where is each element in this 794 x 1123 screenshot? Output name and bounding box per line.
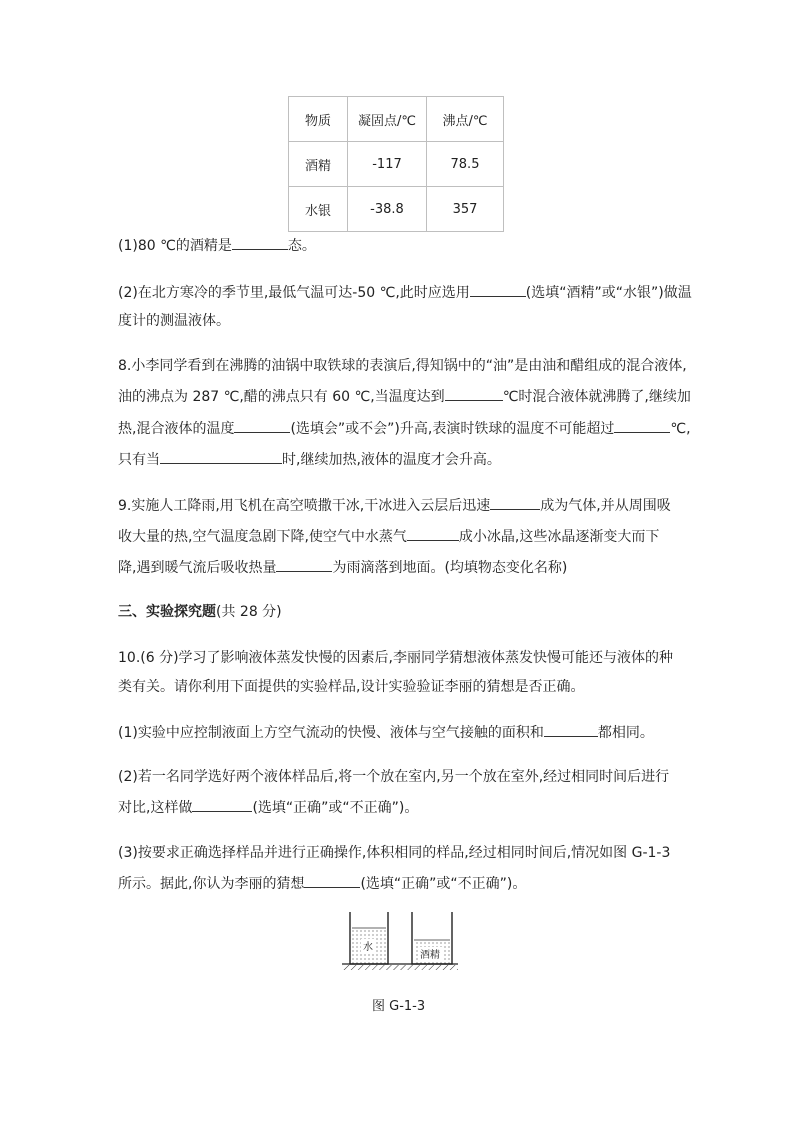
text: 10.(6 分)学习了影响液体蒸发快慢的因素后,李丽同学猜想液体蒸发快慢可能还与液体的种 <box>118 650 673 666</box>
table-cell: 357 <box>427 187 504 232</box>
text: ℃时混合液体就沸腾了,继续加 <box>502 389 691 405</box>
figure-caption: 图 G-1-3 <box>372 999 426 1014</box>
text: 为雨滴落到地面。(均填物态变化名称) <box>332 560 568 576</box>
q10-line1 <box>118 648 673 668</box>
q8-line2 <box>118 386 691 407</box>
answer-blank[interactable] <box>192 797 252 812</box>
table-cell: -38.8 <box>348 187 427 232</box>
table-header-row <box>289 97 504 142</box>
text: 9.实施人工降雨,用飞机在高空喷撒干冰,干冰进入云层后迅速 <box>118 498 491 514</box>
q10-part2 <box>118 767 669 787</box>
text: 成小冰晶,这些冰晶逐渐变大而下 <box>458 529 660 545</box>
q9-line1 <box>118 495 671 516</box>
alcohol-label: 酒精 <box>420 950 440 961</box>
water-beaker <box>350 912 388 964</box>
text: 态。 <box>287 238 316 254</box>
answer-blank[interactable] <box>470 282 526 297</box>
answer-blank[interactable] <box>407 526 459 541</box>
water-label: 水 <box>363 942 373 953</box>
text: (选填会”或不会”)升高,表演时铁球的温度不可能超过 <box>290 421 615 437</box>
table-header-cell: 沸点/℃ <box>427 97 504 142</box>
q9-line2 <box>118 526 659 547</box>
data-table <box>288 96 504 232</box>
text: (3)按要求正确选择样品并进行正确操作,体积相同的样品,经过相同时间后,情况如图 G-1-3 <box>118 845 671 861</box>
text: 度计的测温液体。 <box>118 313 230 329</box>
q10-part1 <box>118 722 654 743</box>
beaker-figure <box>340 910 460 972</box>
q10-part3-cont <box>118 873 526 894</box>
answer-blank[interactable] <box>445 386 503 401</box>
text: 都相同。 <box>597 725 654 741</box>
text: 降,遇到暖气流后吸收热量 <box>118 560 277 576</box>
table-row <box>289 142 504 187</box>
q8-line4 <box>118 449 501 470</box>
section-score: (共 28 分) <box>216 604 282 620</box>
text: (选填“正确”或“不正确”)。 <box>360 876 527 892</box>
text: 热,混合液体的温度 <box>118 421 235 437</box>
answer-blank[interactable] <box>276 557 332 572</box>
answer-blank[interactable] <box>614 418 670 433</box>
q7-part2 <box>118 282 692 303</box>
answer-blank[interactable] <box>234 418 290 433</box>
table-cell: 78.5 <box>427 142 504 187</box>
text: 油的沸点为 287 ℃,醋的沸点只有 60 ℃,当温度达到 <box>118 389 445 405</box>
text: 成为气体,并从周围吸 <box>540 498 671 514</box>
answer-blank[interactable] <box>544 722 598 737</box>
q8-line1 <box>118 356 687 376</box>
text: (1)实验中应控制液面上方空气流动的快慢、液体与空气接触的面积和 <box>118 725 544 741</box>
ground <box>342 964 458 970</box>
text: 对比,这样做 <box>118 800 193 816</box>
q10-part3 <box>118 843 670 863</box>
answer-blank[interactable] <box>232 235 288 250</box>
text: 类有关。请你利用下面提供的实验样品,设计实验验证李丽的猜想是否正确。 <box>118 679 585 695</box>
table-cell: 水银 <box>289 187 348 232</box>
q10-part2-cont <box>118 797 418 818</box>
text: (2)若一名同学选好两个液体样品后,将一个放在室内,另一个放在室外,经过相同时间后进行 <box>118 769 670 785</box>
q9-line3 <box>118 557 567 578</box>
alcohol-beaker <box>412 912 452 964</box>
text: 8.小李同学看到在沸腾的油锅中取铁球的表演后,得知锅中的“油”是由油和醋组成的混合液体, <box>118 358 687 374</box>
text: (选填“正确”或“不正确”)。 <box>252 800 419 816</box>
section-title: 三、实验探究题 <box>118 604 216 620</box>
text: (1)80 ℃的酒精是 <box>118 238 232 254</box>
answer-blank[interactable] <box>304 873 360 888</box>
table-header-cell: 物质 <box>289 97 348 142</box>
q8-line3 <box>118 418 691 439</box>
table-cell: 酒精 <box>289 142 348 187</box>
q10-line2 <box>118 677 584 697</box>
q7-part2-cont <box>118 311 230 331</box>
text: ℃, <box>670 421 691 437</box>
text: 时,继续加热,液体的温度才会升高。 <box>282 452 501 468</box>
answer-blank[interactable] <box>160 449 282 464</box>
section-heading <box>118 602 282 622</box>
q7-part1 <box>118 235 316 256</box>
text: (2)在北方寒冷的季节里,最低气温可达-50 ℃,此时应选用 <box>118 285 470 301</box>
text: 所示。据此,你认为李丽的猜想 <box>118 876 305 892</box>
text: 只有当 <box>118 452 160 468</box>
table-cell: -117 <box>348 142 427 187</box>
table-header-cell: 凝固点/℃ <box>348 97 427 142</box>
text: (选填“酒精”或“水银”)做温 <box>525 285 692 301</box>
table-row <box>289 187 504 232</box>
answer-blank[interactable] <box>490 495 540 510</box>
text: 收大量的热,空气温度急剧下降,使空气中水蒸气 <box>118 529 407 545</box>
